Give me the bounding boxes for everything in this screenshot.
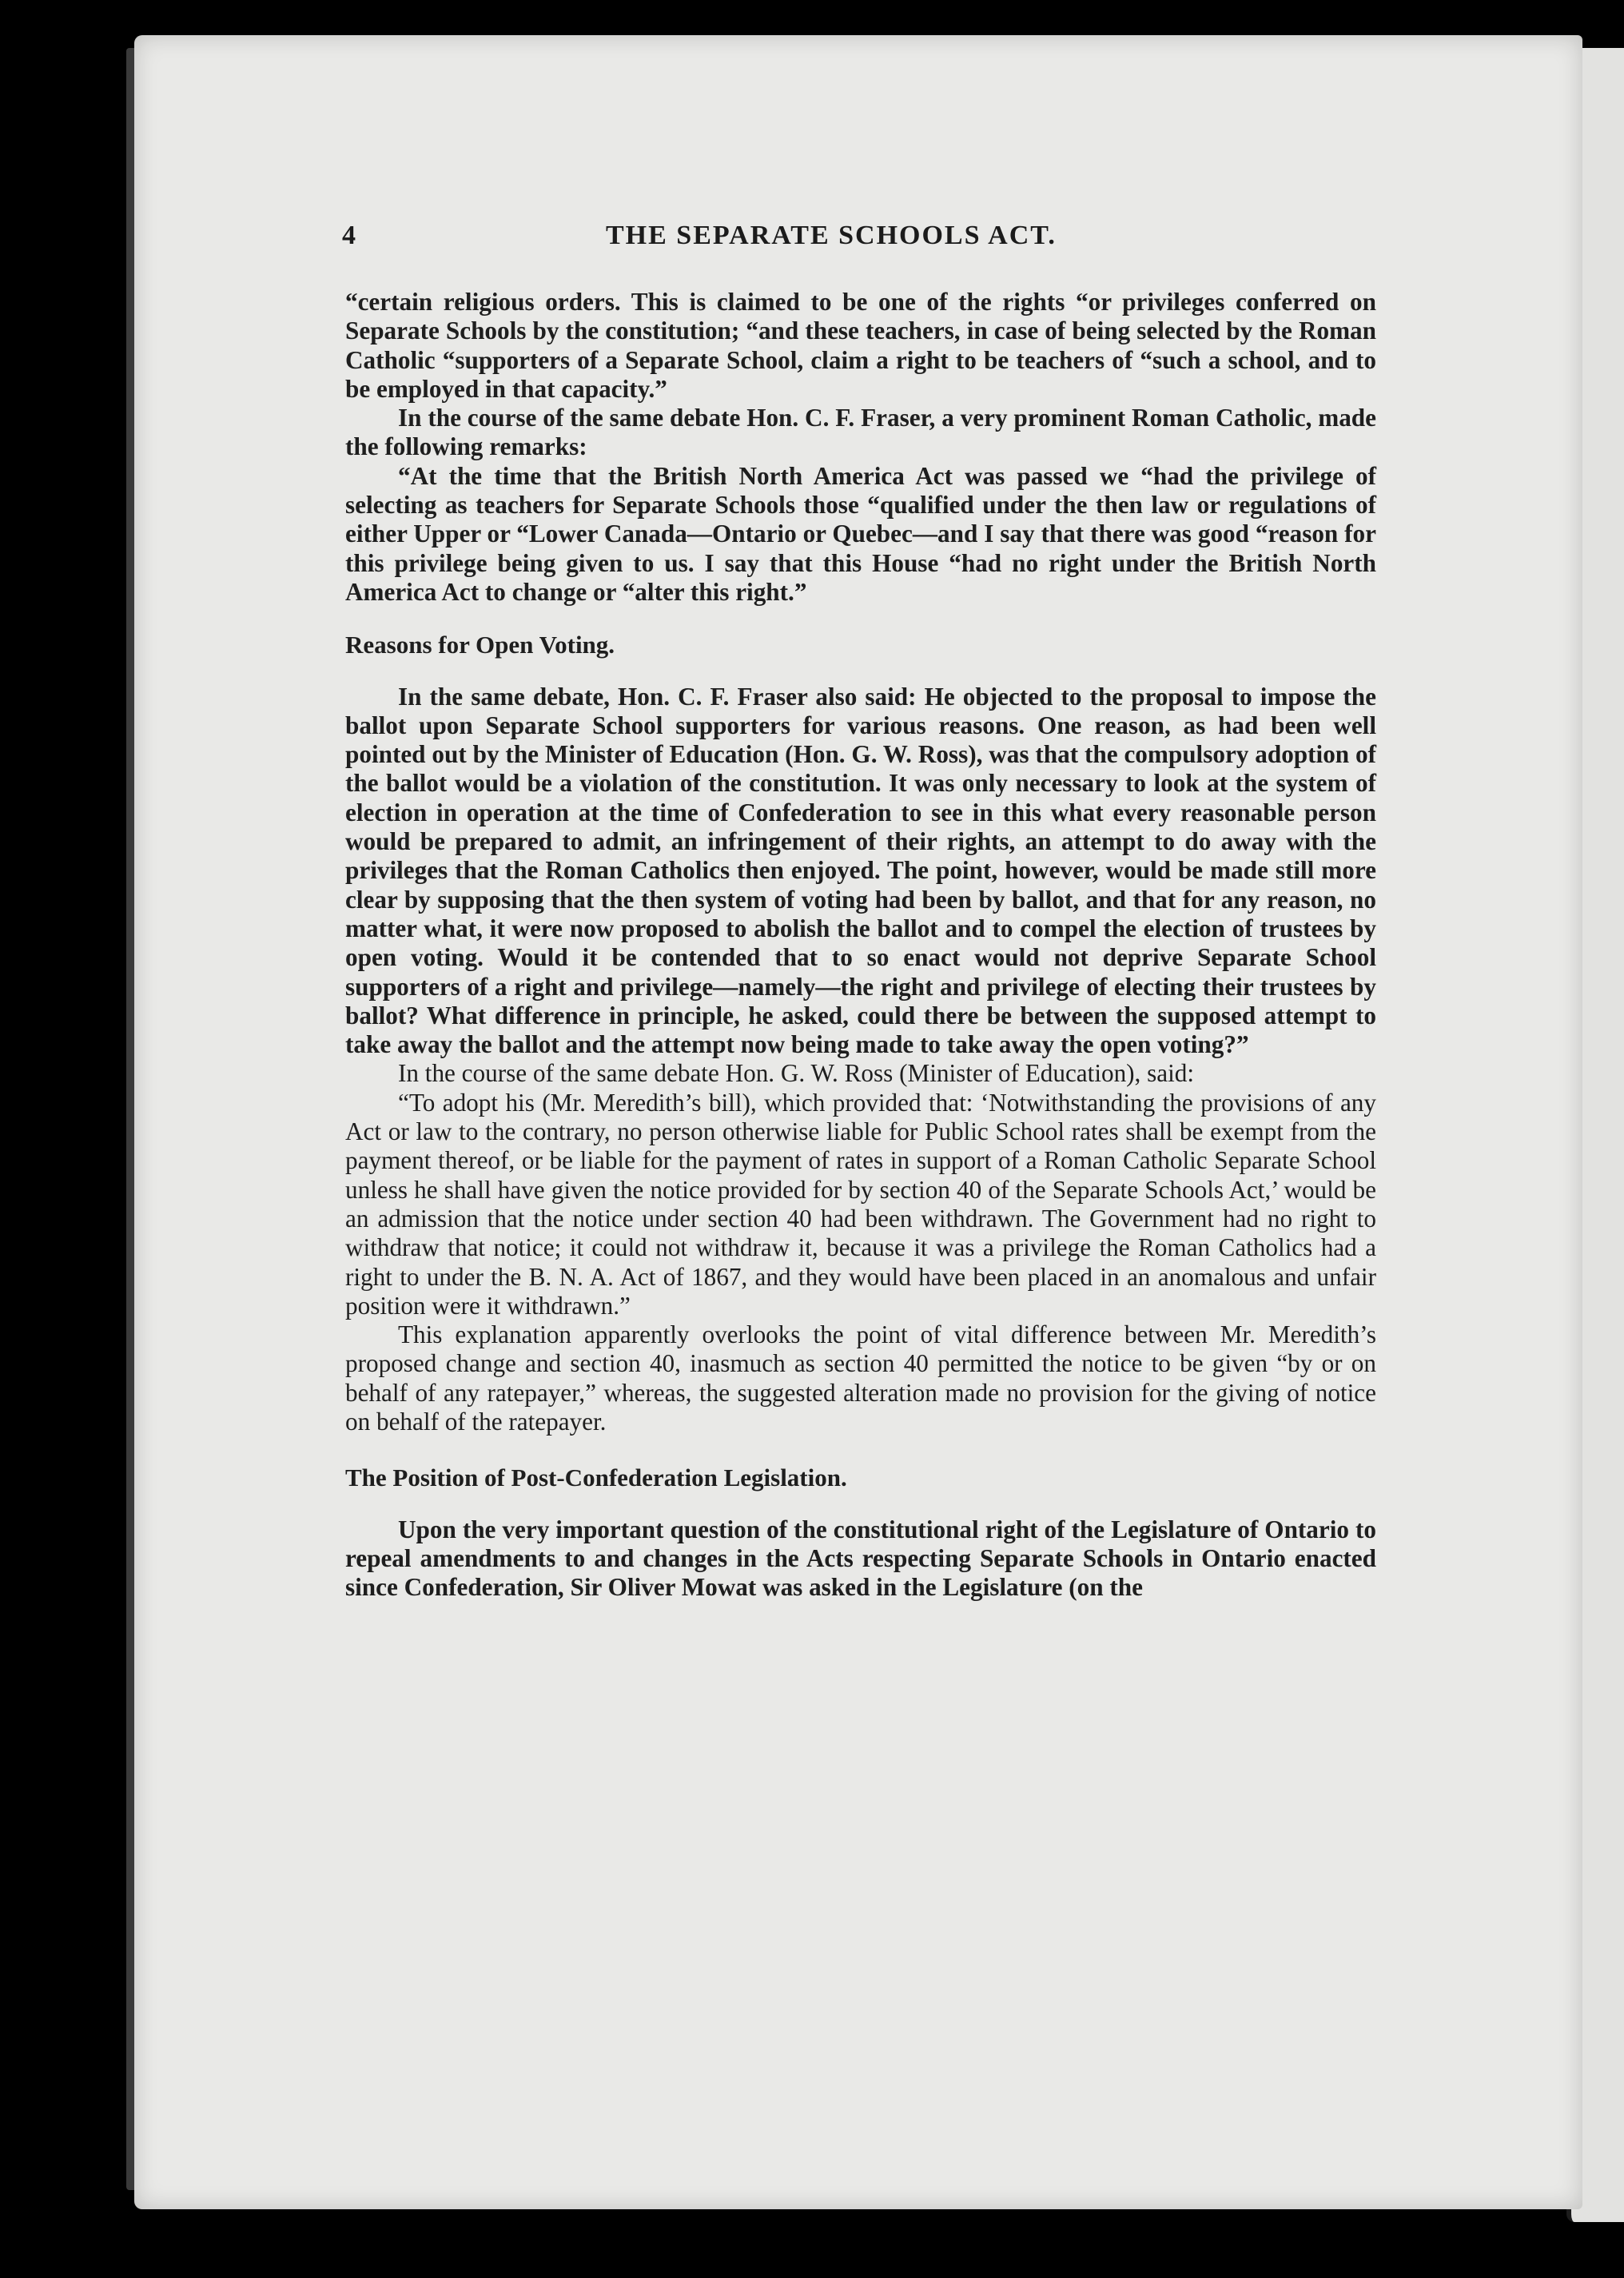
- paragraph: In the course of the same debate Hon. C. F. Fraser, a very prominent Roman Catholic, made the following remarks:: [345, 404, 1376, 461]
- section-heading: The Position of Post-Confederation Legislation.: [345, 1464, 847, 1492]
- paragraph: Upon the very important question of the constitutional right of the Legislature of Ontario to repeal amendments to and changes in the Acts respecting Separate Schools in Ontario enacted since Confederation, Sir Oliver Mowat was asked in the Legislature (on the: [345, 1515, 1376, 1602]
- paragraph: This explanation apparently overlooks the point of vital difference between Mr. Meredith’s proposed change and section 40, inasmuch as section 40 permitted the notice to be given “by or on behalf of any ratepayer,” whereas, the suggested alteration made no provision for the giving of notice on behalf of the ratepayer.: [345, 1320, 1376, 1436]
- page-number: 4: [342, 221, 356, 250]
- paragraph: In the same debate, Hon. C. F. Fraser also said: He objected to the proposal to impose the ballot upon Separate School supporters for various reasons. One reason, as had been well pointed out by the Minister of Education (Hon. G. W. Ross), was that the compulsory adoption of the ballot would be a violation of the constitution. It was only necessary to look at the system of election in operation at the time of Confederation to see in this what every reasonable person would be prepared to admit, an infringement of their rights, an attempt to do away with the privileges that the Roman Catholics then enjoyed. The point, however, would be made still more clear by supposing that the then system of voting had been by ballot, and that for any reason, no matter what, it were now proposed to abolish the ballot and to compel the election of trustees by open voting. Would it be contended that to so enact would not deprive Separate School supporters of a right and privilege—namely—the right and privilege of electing their trustees by ballot? What difference in principle, he asked, could there be between the supposed attempt to take away the ballot and the attempt now being made to take away the open voting?”: [345, 682, 1376, 1059]
- paragraph: In the course of the same debate Hon. G. W. Ross (Minister of Education), said:: [398, 1059, 1195, 1088]
- section-heading: Reasons for Open Voting.: [345, 631, 615, 659]
- paragraph: “To adopt his (Mr. Meredith’s bill), which provided that: ‘Notwithstanding the provisions of any Act or law to the contrary, no person otherwise liable for Public School rates shall be exempt from the payment thereof, or be liable for the payment of rates in support of a Roman Catholic Separate School unless he shall have given the notice provided for by section 40 of the Separate Schools Act,’ would be an admission that the notice under section 40 had been withdrawn. The Government had no right to withdraw that notice; it could not withdraw it, because it was a privilege the Roman Catholics had a right to under the B. N. A. Act of 1867, and they would have been placed in an anomalous and unfair position were it withdrawn.”: [345, 1088, 1376, 1320]
- paragraph: “certain religious orders. This is claimed to be one of the rights “or privileges conferred on Separate Schools by the constitution; “and these teachers, in case of being selected by the Roman Catholic “supporters of a Separate School, claim a right to be teachers of “such a school, and to be employed in that capacity.”: [345, 288, 1376, 403]
- running-title: THE SEPARATE SCHOOLS ACT.: [606, 221, 1057, 250]
- paragraph: “At the time that the British North America Act was passed we “had the privilege of selecting as teachers for Separate Schools those “qualified under the then law or regulations of either Upper or “Lower Canada—Ontario or Quebec—and I say that there was good “reason for this privilege being given to us. I say that this House “had no right under the British North America Act to change or “alter this right.”: [345, 461, 1376, 606]
- page-body: [345, 288, 1376, 1602]
